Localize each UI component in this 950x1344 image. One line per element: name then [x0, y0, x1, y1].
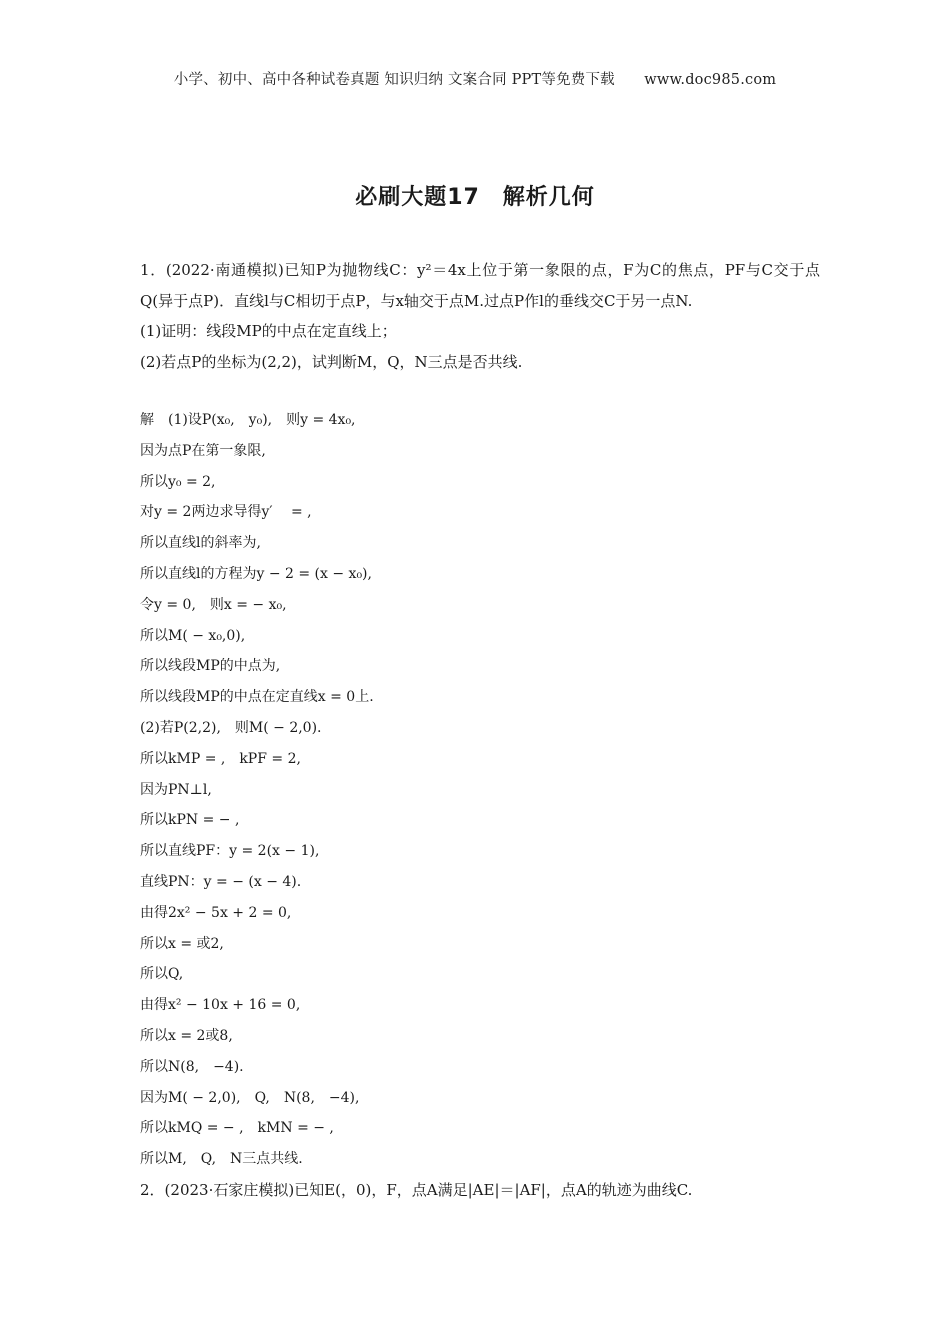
page-header: 小学、初中、高中各种试卷真题 知识归纳 文案合同 PPT等免费下载 www.doc985.com [173, 72, 777, 88]
solution-line: (2)若P(2,2), 则M( − 2,0). [140, 719, 322, 736]
page-title: 必刷大题17 解析几何 [355, 185, 595, 210]
solution-line: 因为M( − 2,0), Q, N(8, −4), [140, 1089, 360, 1106]
solution-line: 所以M( − x₀,0), [140, 627, 246, 644]
problem-1-part-2: (2)若点P的坐标为(2,2)，试判断M，Q，N三点是否共线. [140, 352, 523, 371]
solution-line: 所以x = 或2, [140, 935, 224, 952]
solution-line: 所以直线l的方程为y − 2 = (x − x₀), [140, 565, 372, 582]
solution-line: 对y = 2两边求导得y′ = , [140, 504, 312, 521]
problem-1-stem: 1．(2022·南通模拟)已知P为抛物线C：y²＝4x上位于第一象限的点，F为C的焦点，PF与C交于点Q(异于点P)．直线l与C相切于点P，与x轴交于点M.过点P作l的垂线交C于另一点N. [140, 261, 820, 310]
solution-line: 所以M, Q, N三点共线. [140, 1151, 303, 1168]
solution-line: 所以y₀ = 2, [140, 473, 216, 490]
solution-line: 所以线段MP的中点为, [140, 658, 281, 675]
solution-line: 因为点P在第一象限, [140, 442, 266, 459]
problem-1-part-1: (1)证明：线段MP的中点在定直线上； [140, 322, 397, 340]
solution-line: 由得2x² − 5x + 2 = 0, [140, 904, 292, 921]
solution-line: 令y = 0, 则x = − x₀, [140, 596, 287, 613]
solution-line: 由得x² − 10x + 16 = 0, [140, 997, 301, 1014]
solution-line: 所以直线l的斜率为, [140, 535, 261, 552]
solution-line: 直线PN：y = − (x − 4). [140, 873, 302, 890]
solution-line: 所以直线PF：y = 2(x − 1), [140, 843, 320, 860]
solution-line: 因为PN⊥l, [140, 781, 212, 798]
solution-line: 所以kMQ = − , kMN = − , [140, 1120, 334, 1137]
solution-line: 所以kPN = − , [140, 812, 240, 829]
solution-line: 所以Q, [140, 966, 184, 983]
solution-line: 所以x = 2或8, [140, 1027, 233, 1044]
solution-line: 所以N(8, −4). [140, 1058, 244, 1075]
solution-line: 所以kMP = , kPF = 2, [140, 750, 301, 767]
problem-2-stem: 2．(2023·石家庄模拟)已知E(，0)，F，点A满足|AE|＝|AF|，点A的轨迹为曲线C. [140, 1181, 693, 1199]
solution-block [140, 405, 820, 1175]
problem-1 [140, 255, 820, 377]
solution-line: 所以线段MP的中点在定直线x = 0上. [140, 689, 374, 706]
solution-line: 解 (1)设P(x₀, y₀), 则y = 4x₀, [140, 412, 356, 428]
